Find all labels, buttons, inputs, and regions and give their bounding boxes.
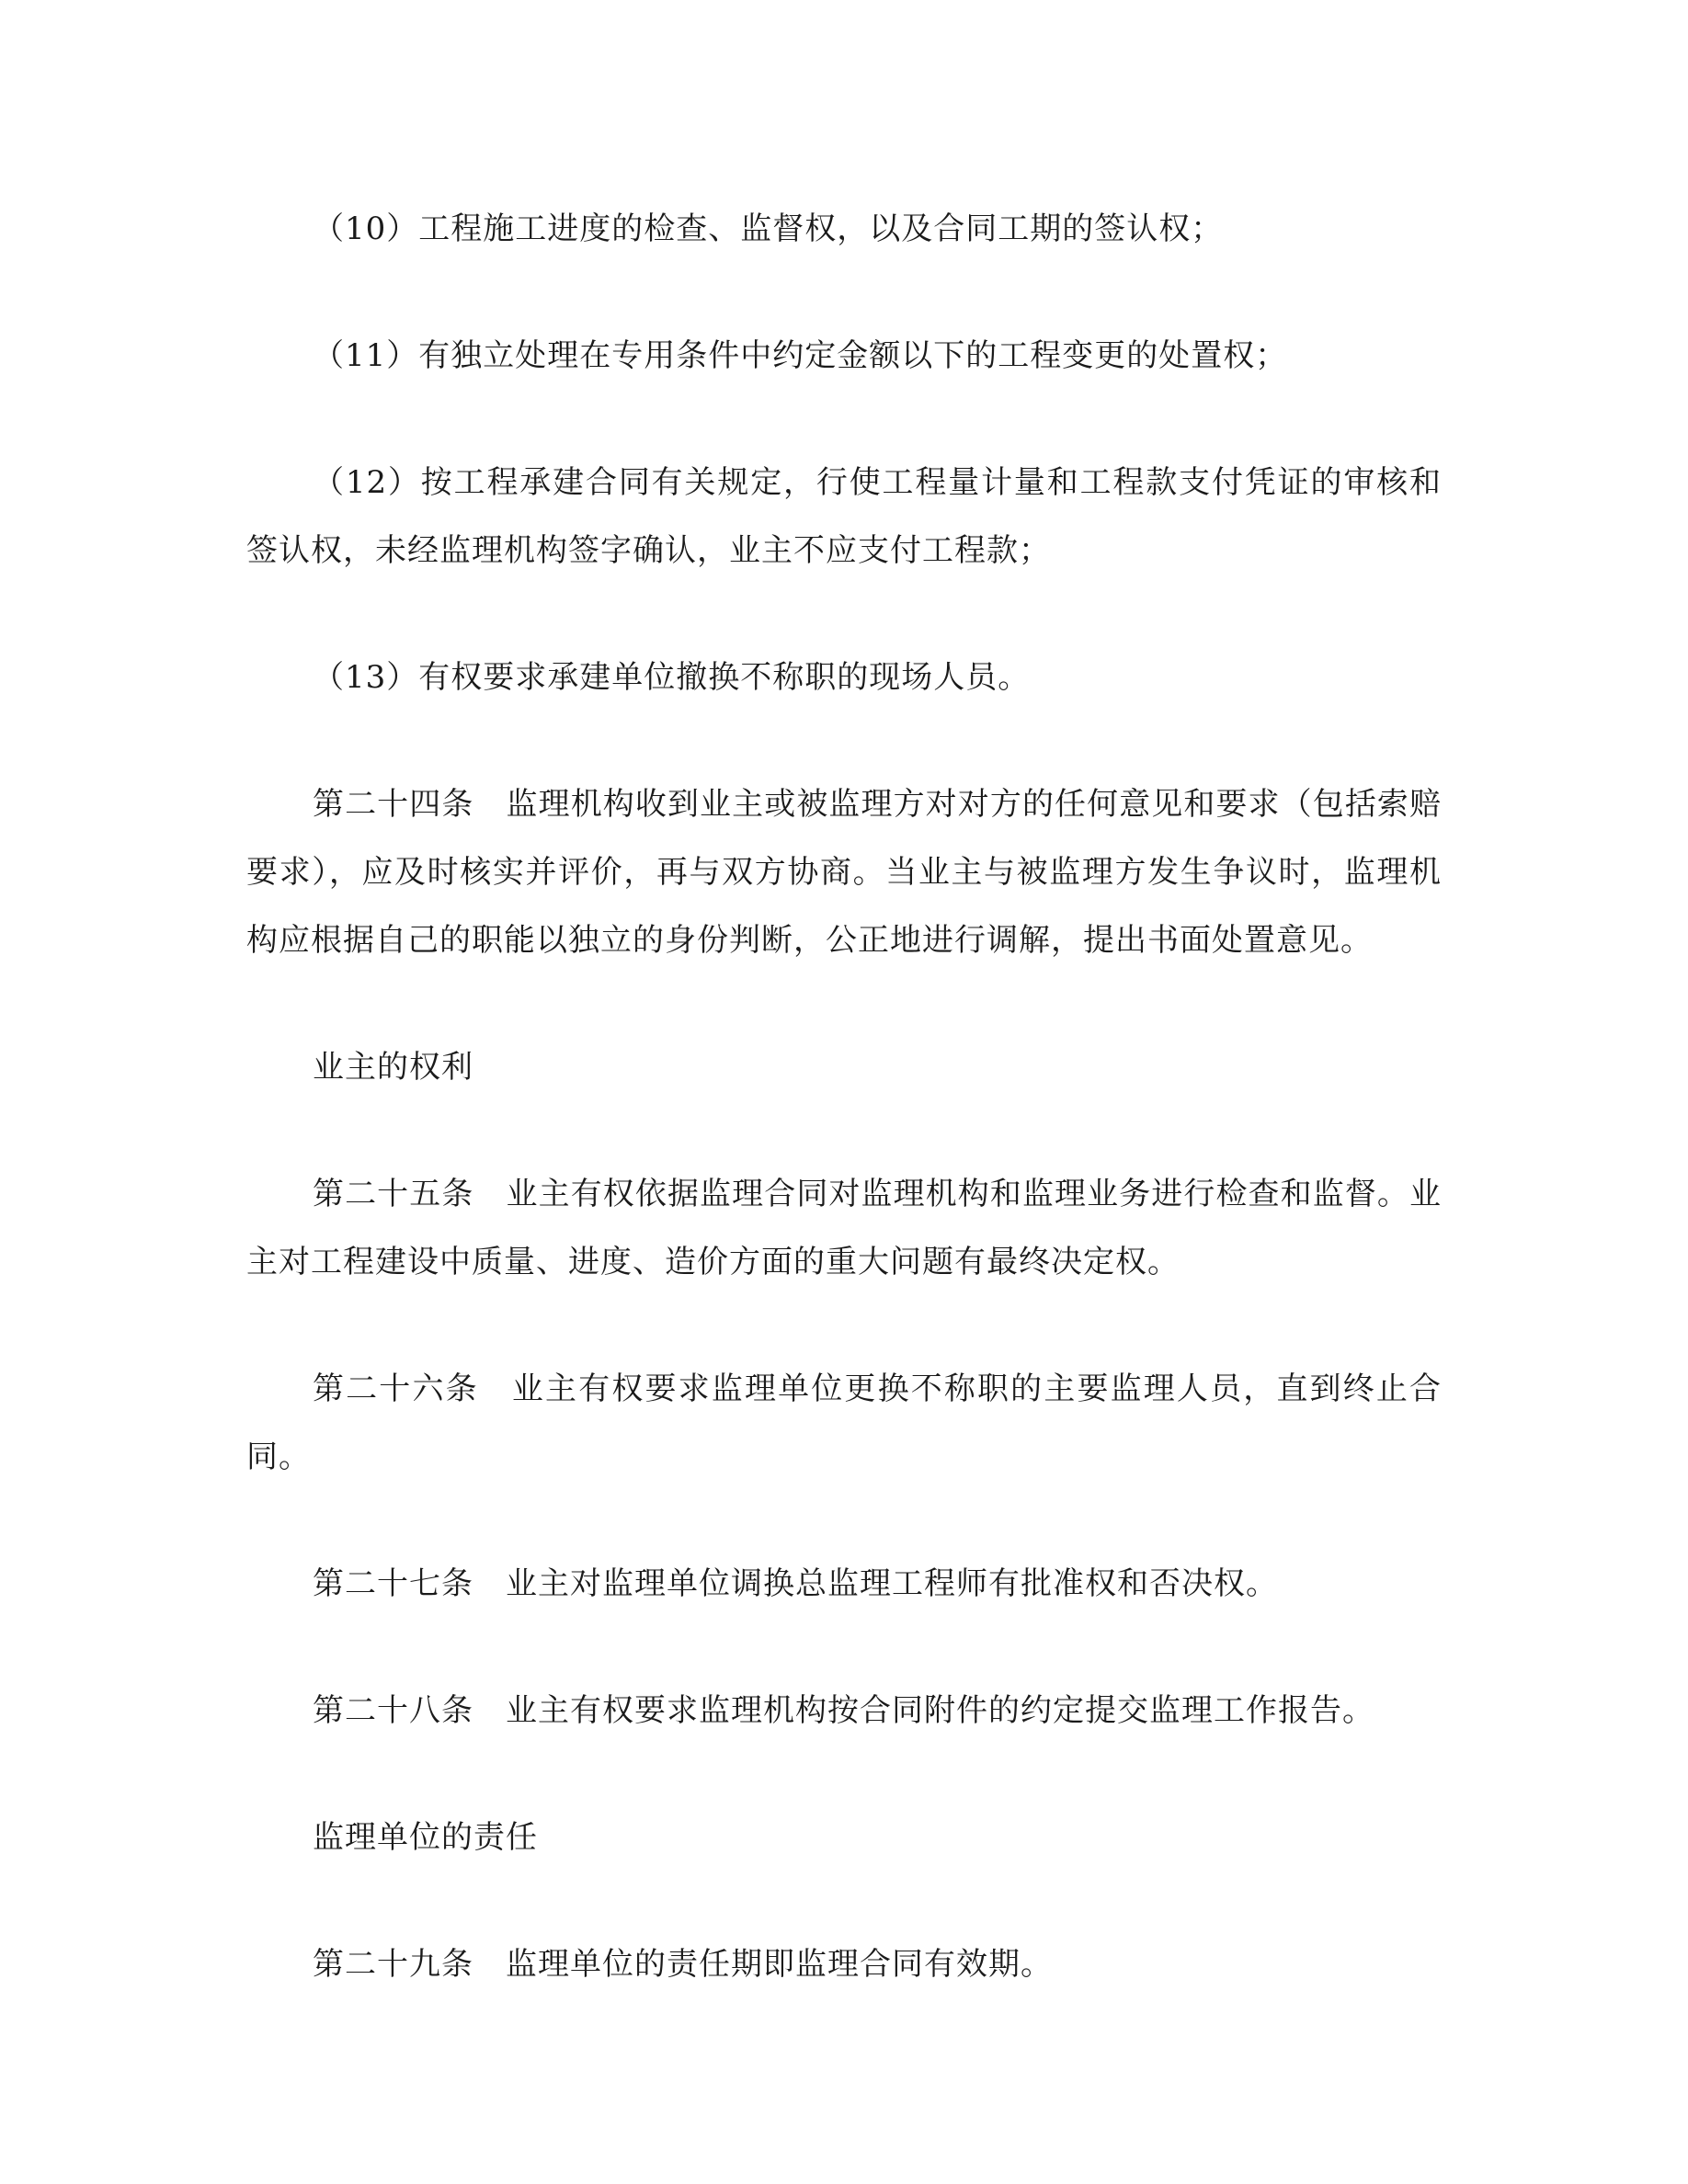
clause-13: （13）有权要求承建单位撤换不称职的现场人员。	[313, 659, 1031, 696]
article-26: 第二十六条 业主有权要求监理单位更换不称职的主要监理人员，直到终止合同。	[246, 1371, 1442, 1475]
article-25: 第二十五条 业主有权依据监理合同对监理机构和监理业务进行检查和监督。业主对工程建设中质量、进度、造价方面的重大问题有最终决定权。	[246, 1176, 1442, 1280]
section-heading-owner-rights: 业主的权利	[313, 1049, 473, 1086]
article-28: 第二十八条 业主有权要求监理机构按合同附件的约定提交监理工作报告。	[313, 1692, 1374, 1729]
article-29: 第二十九条 监理单位的责任期即监理合同有效期。	[313, 1946, 1053, 1983]
article-24: 第二十四条 监理机构收到业主或被监理方对对方的任何意见和要求（包括索赔要求），应及时核实并评价，再与双方协商。当业主与被监理方发生争议时，监理机构应根据自己的职能以独立的身份判断，公正地进行调解，提出书面处置意见。	[246, 786, 1442, 959]
clause-11: （11）有独立处理在专用条件中约定金额以下的工程变更的处置权；	[313, 337, 1288, 374]
clause-10: （10）工程施工进度的检查、监督权，以及合同工期的签认权；	[313, 210, 1224, 247]
article-27: 第二十七条 业主对监理单位调换总监理工程师有批准权和否决权。	[313, 1565, 1278, 1602]
clause-12: （12）按工程承建合同有关规定，行使工程量计量和工程款支付凭证的审核和签认权，未经监理机构签字确认，业主不应支付工程款；	[246, 464, 1442, 569]
section-heading-supervisor-responsibility: 监理单位的责任	[313, 1819, 538, 1856]
document-body	[246, 195, 1442, 2057]
